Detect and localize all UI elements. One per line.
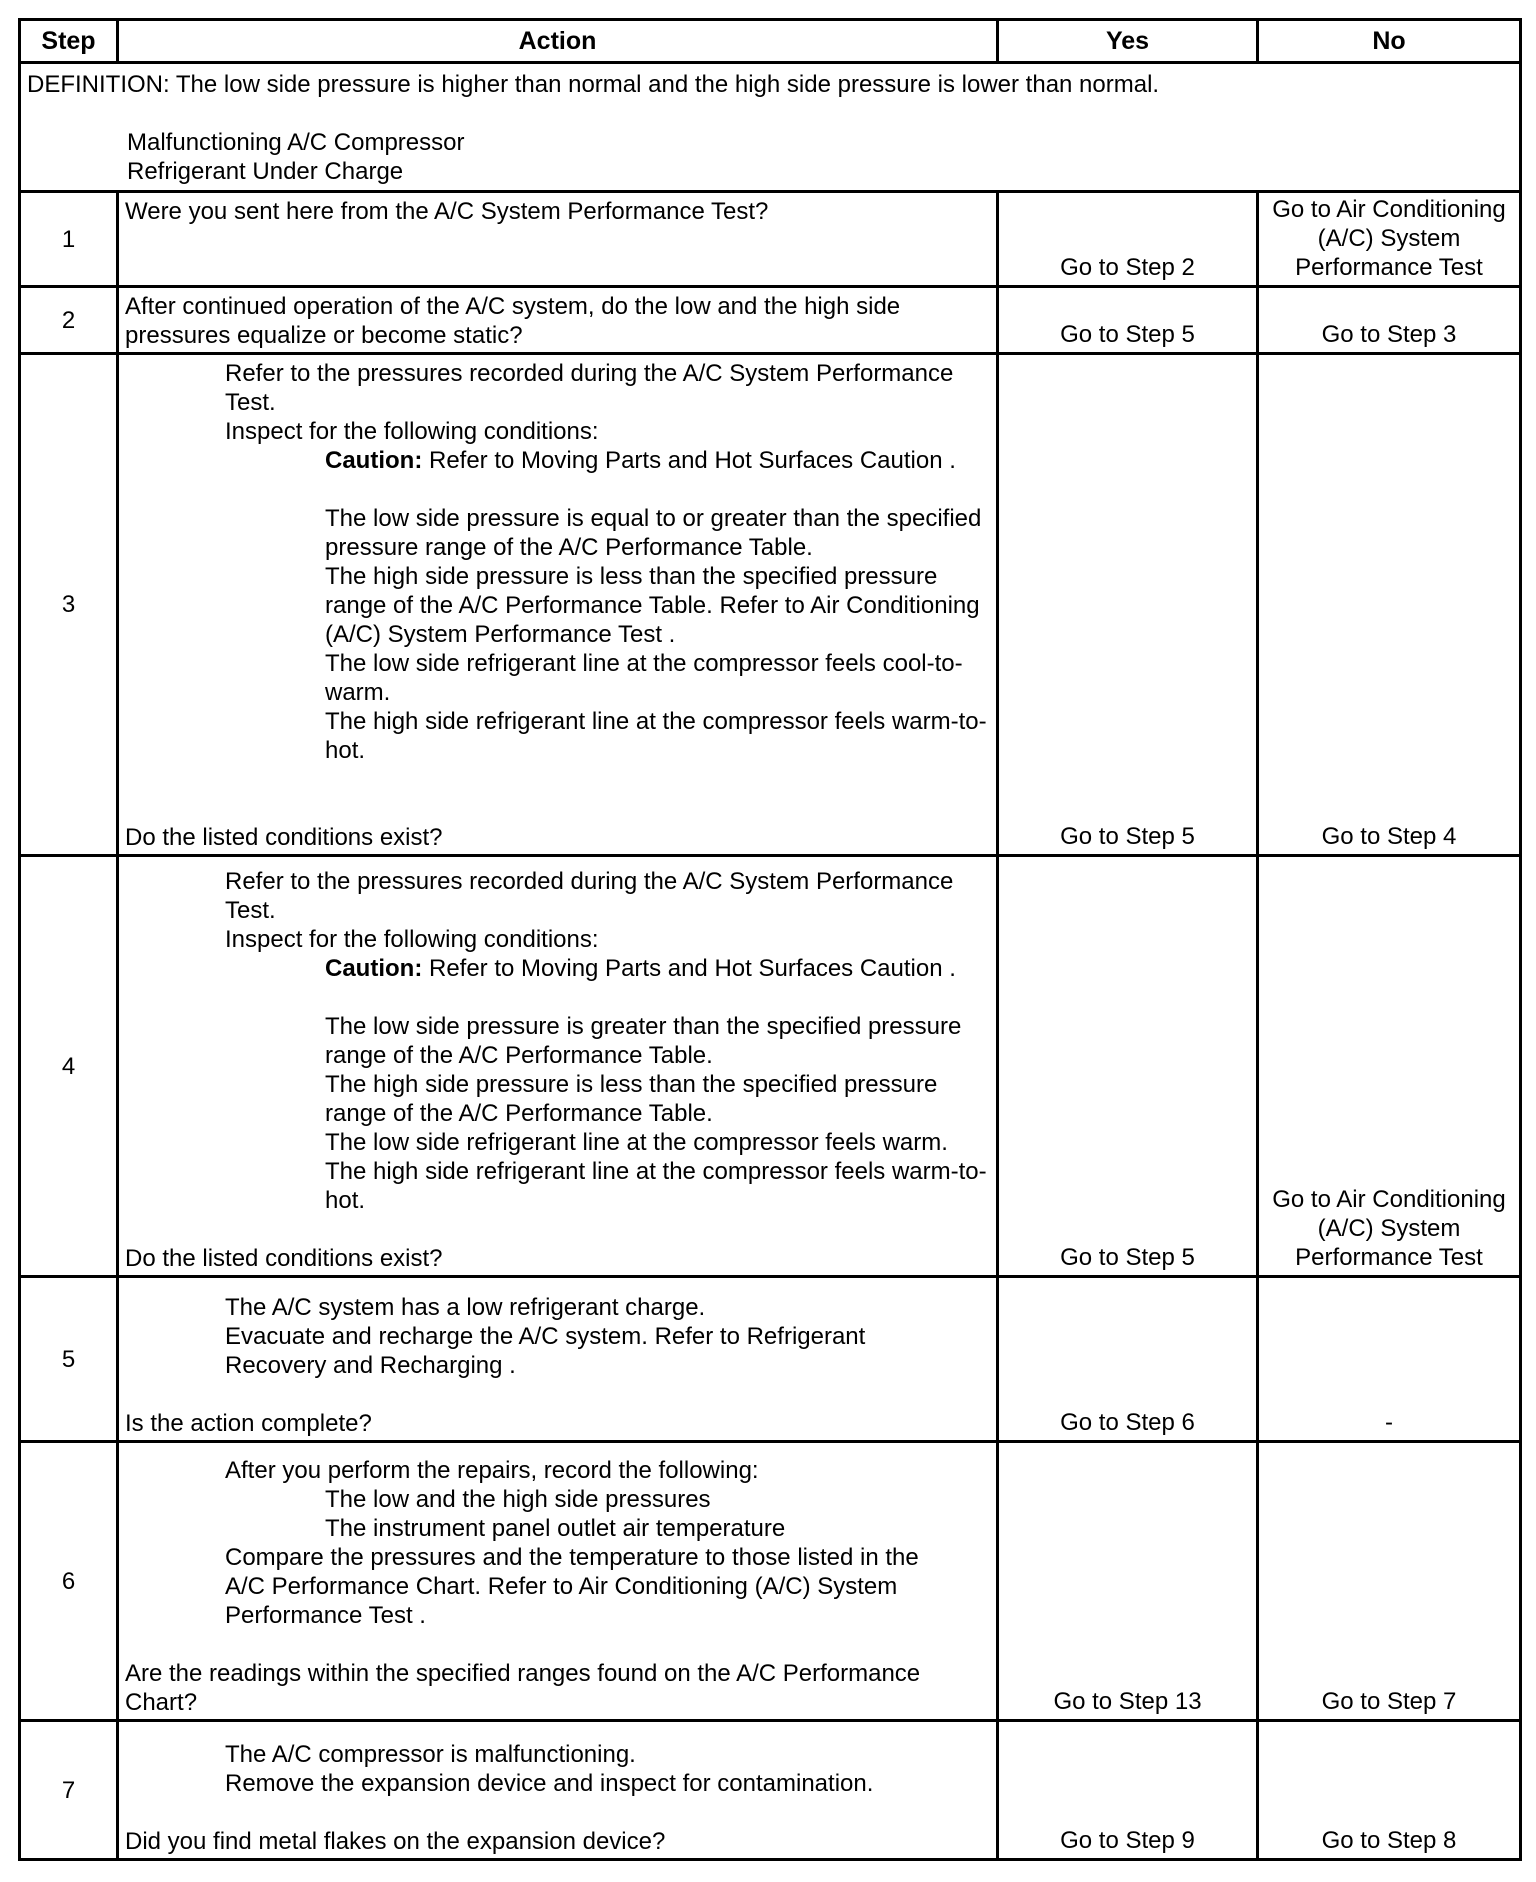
step-action (118, 287, 998, 354)
step-no: Go to Air Conditioning (A/C) System Performance Test (1258, 192, 1521, 287)
condition-item: The low side pressure is equal to or greater than the specified pressure range of the A/C Performance Table. (325, 505, 982, 561)
caution-label: Caution: (325, 447, 423, 474)
definition-cell (20, 63, 1521, 192)
diagnostic-table (18, 18, 1522, 1861)
step-action (118, 856, 998, 1277)
step-yes: Go to Step 2 (998, 192, 1258, 287)
header-row (20, 20, 1521, 63)
step-number: 7 (20, 1721, 118, 1860)
step-instruction: Evacuate and recharge the A/C system. Refer to Refrigerant Recovery and Recharging . (225, 1323, 866, 1379)
step-number: 6 (20, 1442, 118, 1721)
step-no: Go to Step 8 (1258, 1721, 1521, 1860)
caution-label: Caution: (325, 955, 423, 982)
step-number: 1 (20, 192, 118, 287)
condition-item: The low side refrigerant line at the compressor feels cool-to-warm. (325, 650, 963, 706)
caution-note (325, 446, 990, 475)
caution-note (325, 954, 990, 983)
definition-item: Refrigerant Under Charge (127, 158, 404, 185)
condition-item: The high side refrigerant line at the compressor feels warm-to-hot. (325, 1158, 987, 1214)
definition-text: DEFINITION: The low side pressure is higher than normal and the high side pressure is lower than normal. (27, 71, 1160, 98)
step-instruction: Inspect for the following conditions: (225, 418, 599, 445)
condition-item: The high side pressure is less than the specified pressure range of the A/C Performance Table. Refer to Air Conditioning (A/C) System Performance Test . (325, 563, 980, 648)
step-yes: Go to Step 6 (998, 1277, 1258, 1442)
step-yes: Go to Step 13 (998, 1442, 1258, 1721)
step-no: Go to Step 3 (1258, 287, 1521, 354)
step-no: Go to Step 4 (1258, 354, 1521, 856)
step-yes: Go to Step 5 (998, 287, 1258, 354)
step-no: Go to Step 7 (1258, 1442, 1521, 1721)
table-row-step-7 (20, 1721, 1521, 1860)
condition-item: The low side refrigerant line at the compressor feels warm. (325, 1129, 948, 1156)
condition-item: The high side refrigerant line at the compressor feels warm-to-hot. (325, 708, 987, 764)
step-no: - (1258, 1277, 1521, 1442)
step-action (118, 1442, 998, 1721)
step-question: Do the listed conditions exist? (125, 824, 443, 851)
table-row-step-1 (20, 192, 1521, 287)
step-question: Were you sent here from the A/C System Performance Test? (125, 198, 769, 225)
table-row-step-3 (20, 354, 1521, 856)
definition-row (20, 63, 1521, 192)
table-row-step-6 (20, 1442, 1521, 1721)
header-no: No (1258, 20, 1521, 63)
step-instruction: Compare the pressures and the temperature to those listed in the A/C Performance Chart. Refer to Air Conditioning (A/C) System Performance Test . (225, 1544, 919, 1629)
table-row-step-4 (20, 856, 1521, 1277)
step-number: 5 (20, 1277, 118, 1442)
step-yes: Go to Step 9 (998, 1721, 1258, 1860)
step-number: 3 (20, 354, 118, 856)
condition-item: The high side pressure is less than the specified pressure range of the A/C Performance Table. (325, 1071, 938, 1127)
step-question: Is the action complete? (125, 1410, 372, 1437)
step-question: Did you find metal flakes on the expansion device? (125, 1828, 666, 1855)
table-row-step-2 (20, 287, 1521, 354)
step-instruction: The A/C compressor is malfunctioning. (225, 1741, 636, 1768)
record-item: The low and the high side pressures (325, 1486, 711, 1513)
header-step: Step (20, 20, 118, 63)
step-instruction: Refer to the pressures recorded during the A/C System Performance Test. (225, 360, 954, 416)
table-row-step-5 (20, 1277, 1521, 1442)
step-action (118, 354, 998, 856)
condition-item: The low side pressure is greater than the specified pressure range of the A/C Performance Table. (325, 1013, 962, 1069)
step-action (118, 1277, 998, 1442)
step-instruction: Inspect for the following conditions: (225, 926, 599, 953)
step-yes: Go to Step 5 (998, 354, 1258, 856)
step-question: Are the readings within the specified ranges found on the A/C Performance Chart? (125, 1660, 921, 1716)
record-item: The instrument panel outlet air temperature (325, 1515, 786, 1542)
step-action (118, 1721, 998, 1860)
step-action (118, 192, 998, 287)
step-instruction: Refer to the pressures recorded during the A/C System Performance Test. (225, 868, 954, 924)
step-instruction: After you perform the repairs, record the following: (225, 1457, 759, 1484)
step-number: 2 (20, 287, 118, 354)
step-yes: Go to Step 5 (998, 856, 1258, 1277)
step-question: Do the listed conditions exist? (125, 1245, 443, 1272)
caution-text: Refer to Moving Parts and Hot Surfaces Caution . (422, 955, 956, 982)
header-yes: Yes (998, 20, 1258, 63)
caution-text: Refer to Moving Parts and Hot Surfaces Caution . (422, 447, 956, 474)
definition-item: Malfunctioning A/C Compressor (127, 129, 465, 156)
header-action: Action (118, 20, 998, 63)
step-number: 4 (20, 856, 118, 1277)
step-instruction: The A/C system has a low refrigerant charge. (225, 1294, 706, 1321)
step-no: Go to Air Conditioning (A/C) System Performance Test (1258, 856, 1521, 1277)
step-instruction: Remove the expansion device and inspect for contamination. (225, 1770, 874, 1797)
step-question: After continued operation of the A/C system, do the low and the high side pressures equalize or become static? (125, 293, 901, 349)
